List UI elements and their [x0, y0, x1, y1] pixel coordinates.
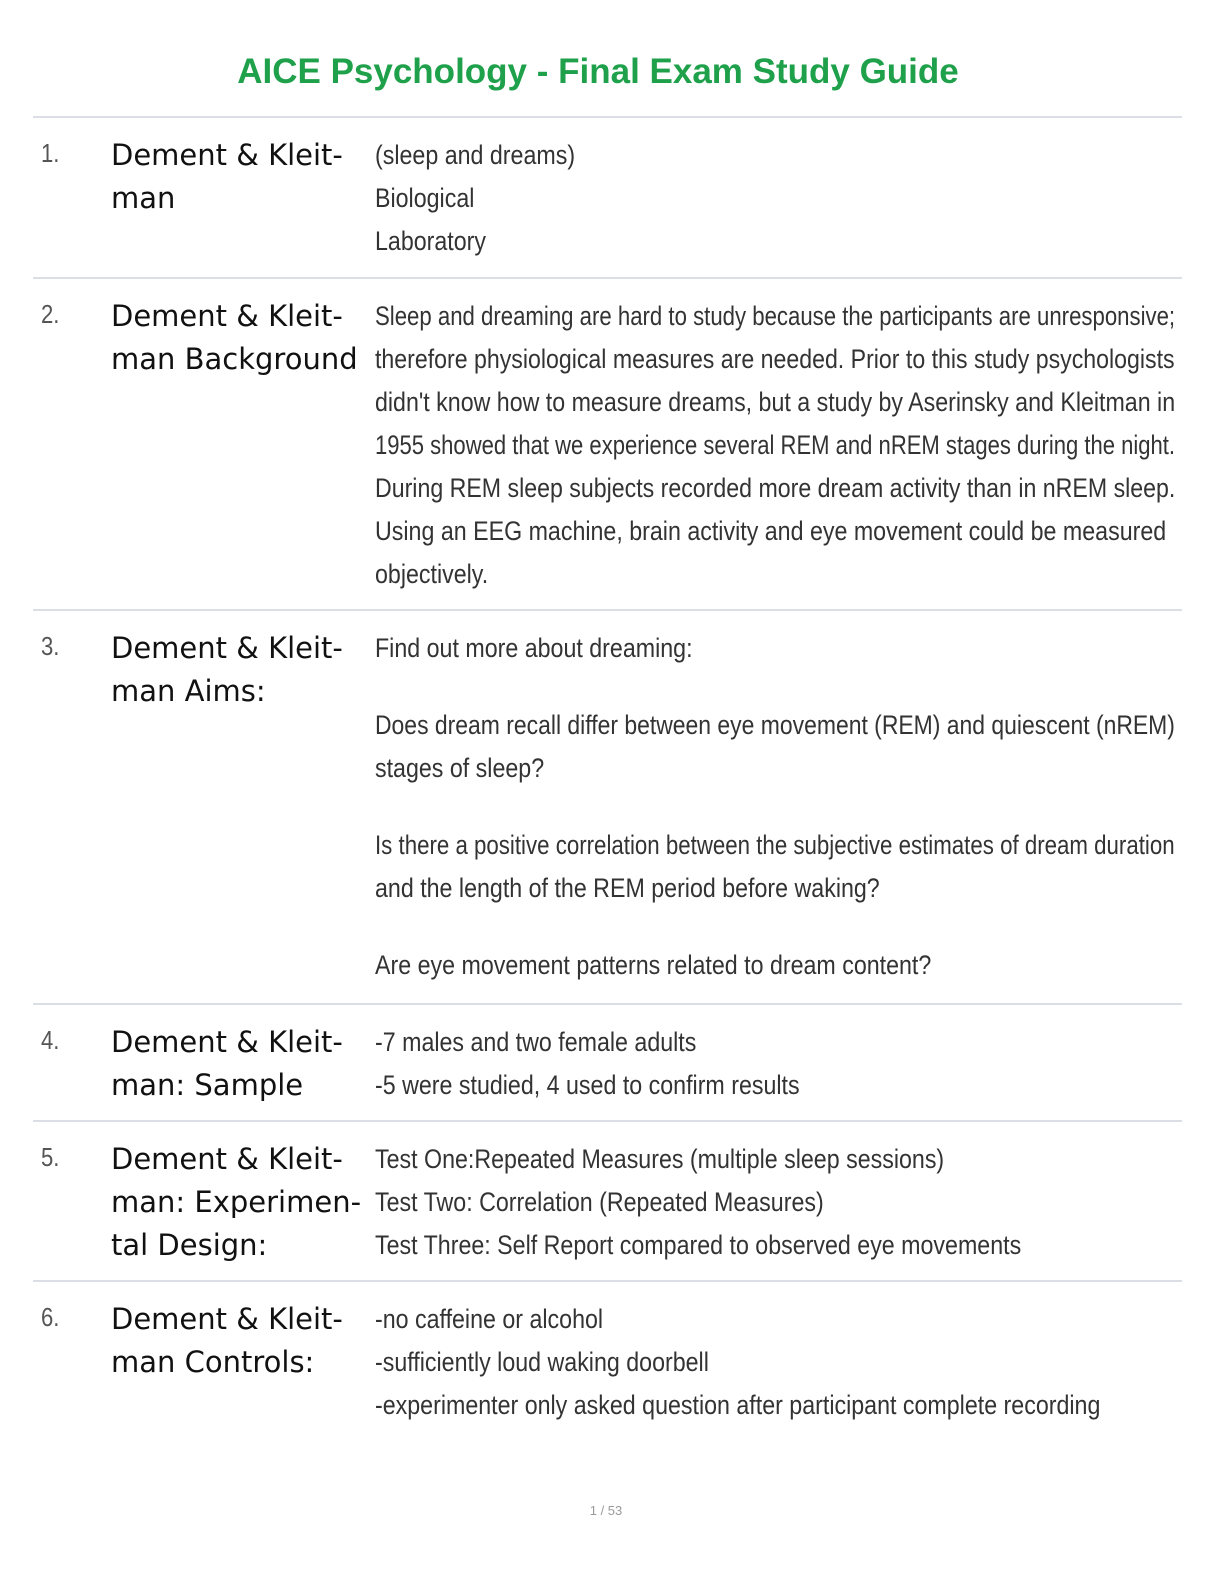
term-line: man [111, 181, 176, 215]
term-line: Dement & Kleit- [111, 631, 343, 665]
definition-line: Find out more about dreaming: [375, 633, 693, 663]
definition-line: and the length of the REM period before waking? [375, 873, 880, 903]
definition-line: -5 were studied, 4 used to confirm results [375, 1070, 800, 1100]
term-line: man Controls: [111, 1345, 315, 1379]
item-number: 1. [41, 138, 60, 168]
term-line: Dement & Kleit- [111, 1025, 343, 1059]
definition-line: Are eye movement patterns related to dream content? [375, 950, 932, 980]
definition-line: Biological [375, 183, 475, 213]
definition-line: (sleep and dreams) [375, 140, 576, 170]
item-number: 5. [41, 1142, 60, 1172]
definition-line: 1955 showed that we experience several REM and nREM stages during the night. [375, 430, 1176, 460]
definition-line: -experimenter only asked question after participant complete recording [375, 1390, 1101, 1420]
definition [375, 295, 1175, 596]
term-line: man Background [111, 342, 358, 376]
term-line: Dement & Kleit- [111, 299, 343, 333]
definition [375, 1021, 1175, 1107]
item-number: 3. [41, 631, 60, 661]
term [111, 134, 373, 220]
item-number: 6. [41, 1302, 60, 1332]
flashcard-row [33, 611, 1182, 1005]
term-line: Dement & Kleit- [111, 1142, 343, 1176]
term-line: man: Sample [111, 1068, 304, 1102]
definition-line: objectively. [375, 559, 489, 589]
flashcard-row [33, 1282, 1182, 1442]
flashcard-row [33, 279, 1182, 611]
term [111, 1138, 373, 1267]
flashcard-list [33, 116, 1182, 1442]
flashcard-row [33, 1122, 1182, 1282]
definition-line: -sufficiently loud waking doorbell [375, 1347, 709, 1377]
definition-line: stages of sleep? [375, 753, 545, 783]
flashcard-row [33, 1005, 1182, 1122]
term-line: Dement & Kleit- [111, 1302, 343, 1336]
definition-line: Sleep and dreaming are hard to study because the participants are unresponsive; [375, 301, 1176, 331]
page-title: AICE Psychology - Final Exam Study Guide [237, 52, 959, 91]
definition-line: Test Two: Correlation (Repeated Measures) [375, 1187, 824, 1217]
definition-line: Does dream recall differ between eye movement (REM) and quiescent (nREM) [375, 710, 1175, 740]
definition-line: didn't know how to measure dreams, but a study by Aserinsky and Kleitman in [375, 387, 1176, 417]
term-line: Dement & Kleit- [111, 138, 343, 172]
page-indicator: 1 / 53 [589, 1503, 623, 1518]
term [111, 295, 373, 381]
definition-line: Test Three: Self Report compared to observed eye movements [375, 1230, 1022, 1260]
definition [375, 1298, 1175, 1427]
definition [375, 627, 1175, 987]
flashcard-row [33, 118, 1182, 279]
definition-line: therefore physiological measures are needed. Prior to this study psychologists [375, 344, 1175, 374]
definition-line: Is there a positive correlation between the subjective estimates of dream duration [375, 830, 1175, 860]
definition-line: Laboratory [375, 226, 487, 256]
term [111, 1021, 373, 1107]
definition-line: -7 males and two female adults [375, 1027, 697, 1057]
term [111, 627, 373, 713]
term-line: tal Design: [111, 1228, 268, 1262]
definition-line: During REM sleep subjects recorded more dream activity than in nREM sleep. [375, 473, 1176, 503]
definition [375, 1138, 1175, 1267]
item-number: 2. [41, 299, 60, 329]
term-line: man Aims: [111, 674, 266, 708]
definition [375, 134, 1175, 263]
item-number: 4. [41, 1025, 60, 1055]
term [111, 1298, 373, 1384]
definition-line: Using an EEG machine, brain activity and eye movement could be measured [375, 516, 1167, 546]
definition-line: Test One:Repeated Measures (multiple sleep sessions) [375, 1144, 945, 1174]
term-line: man: Experimen- [111, 1185, 362, 1219]
definition-line: -no caffeine or alcohol [375, 1304, 604, 1334]
